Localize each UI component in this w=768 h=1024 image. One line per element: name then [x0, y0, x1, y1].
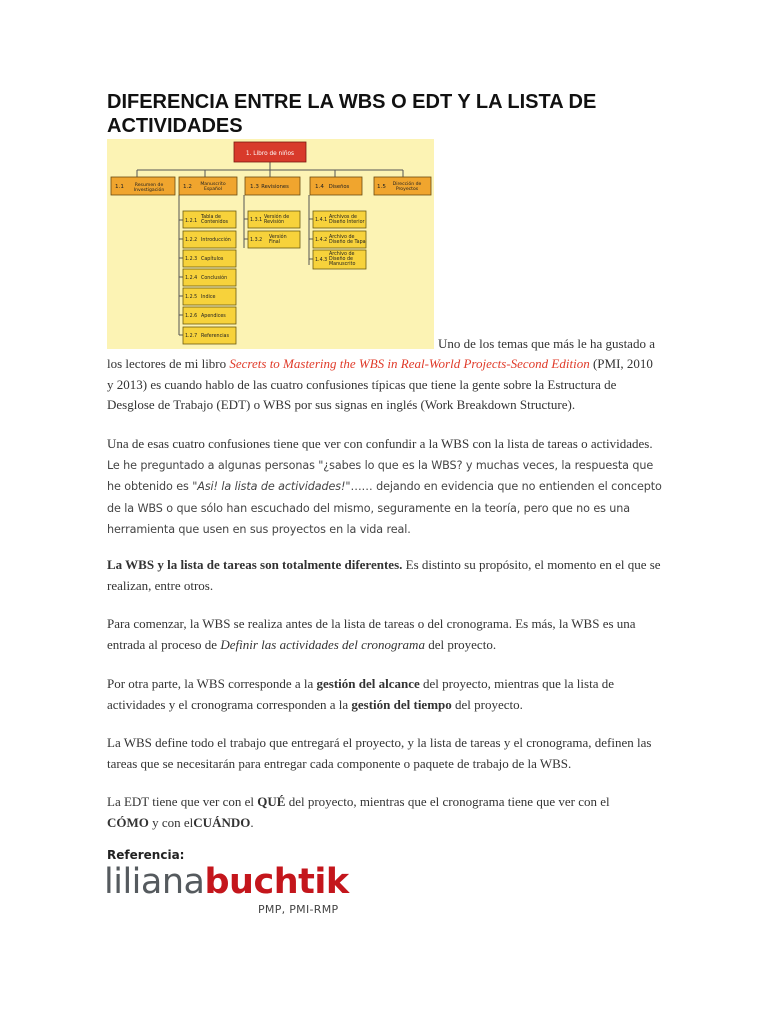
wbs-node-1-2-6-label: Apendices [201, 314, 226, 319]
paragraph-6: La WBS define todo el trabajo que entregará el proyecto, y la lista de tareas y el cronograma, definen las tareas que se necesitarán para entregar cada componente o paquete de trabajo de la WBS. [107, 735, 652, 771]
wbs-diagram-svg [107, 139, 434, 349]
wbs-node-1-2-4-label: Conclusión [201, 276, 228, 281]
reference-label: Referencia: [107, 848, 185, 862]
logo-part-1: liliana [104, 862, 205, 902]
wbs-node-1-4-3-num: 1.4.3 [315, 258, 328, 263]
wbs-node-1-2-4-num: 1.2.4 [185, 276, 198, 281]
wbs-node-1-3-2-num: 1.3.2 [250, 238, 263, 243]
paragraph-1-end: (PMI, 2010 y 2013) es cuando hablo de las cuatro confusiones típicas que tiene la gente sobre la Estructura de Desglose de Trabajo (EDT) o WBS por sus signas en inglés (Work Breakdown Structure). [107, 356, 653, 412]
paragraph-4 [107, 614, 662, 655]
paragraph-7-bold-1: QUÉ [257, 794, 286, 809]
wbs-node-1-3-label: Revisiones [261, 184, 289, 190]
paragraph-5-bold-1: gestión del alcance [316, 676, 420, 691]
logo-wordmark [104, 862, 349, 902]
paragraph-5-c: del proyecto. [451, 696, 523, 712]
wbs-node-1-1-label: Resumen de Investigación [133, 183, 165, 193]
wbs-node-1-3-1-num: 1.3.1 [250, 218, 263, 223]
wbs-node-1-2-1-num: 1.2.1 [185, 219, 198, 224]
wbs-node-1-4-1-label: Archivos de Diseño Interior [329, 215, 365, 225]
wbs-node-1-5-label: Dirección de Proyectos [392, 182, 422, 192]
paragraph-2-b: Le he preguntado a algunas personas "¿sabes lo que es la WBS? y muchas veces, la respuesta que he obtenido es [107, 458, 654, 493]
wbs-node-1-2-5-label: Indice [201, 295, 216, 300]
wbs-node-1-4-num: 1.4 [315, 184, 324, 190]
paragraph-7 [107, 792, 627, 833]
paragraph-4-b: del proyecto. [424, 636, 497, 652]
wbs-node-1-2-2-label: Introducción [201, 238, 231, 243]
wbs-node-1-2-2-num: 1.2.2 [185, 238, 198, 243]
wbs-node-1-3-2-label: Versión Final [269, 235, 287, 245]
wbs-node-1-2-7-num: 1.2.7 [185, 334, 198, 339]
paragraph-2-d: …… dejando en evidencia que no entienden el concepto de la WBS o que sólo han escuchado del mismo, seguramente en la teoría, pero que no es una herramienta que usen en sus proyectos en la vida real. [107, 480, 662, 536]
paragraph-5-a: Por otra parte, la WBS corresponde a la [107, 676, 317, 691]
paragraph-1-lead: los lectores de mi libro [107, 356, 230, 371]
logo-part-2: buchtik [204, 862, 349, 902]
paragraph-5-bold-2: gestión del tiempo [351, 696, 452, 712]
wbs-node-1-2-num: 1.2 [183, 184, 192, 190]
paragraph-2-a: Una de esas cuatro confusiones tiene que ver con confundir a la WBS con la lista de tareas o actividades. [107, 436, 653, 451]
paragraph-7-a: La EDT tiene que ver con el [107, 794, 258, 809]
wbs-node-1-2-3-num: 1.2.3 [185, 257, 198, 262]
author-logo [104, 862, 354, 924]
wbs-node-1-2-5-num: 1.2.5 [185, 295, 198, 300]
wbs-node-1-3-1-label: Versión de Revisión [264, 215, 290, 225]
paragraph-3 [107, 555, 662, 596]
wbs-node-1-2-6-num: 1.2.6 [185, 314, 198, 319]
wbs-root-label: 1. Libro de niños [245, 151, 295, 157]
paragraph-5 [107, 674, 662, 715]
wbs-node-1-4-label: Diseños [328, 184, 350, 190]
wbs-node-1-2-label: Manuscrito Español [200, 182, 226, 192]
wbs-node-1-1-num: 1.1 [115, 184, 124, 190]
paragraph-3-bold: La WBS y la lista de tareas son totalmente diferentes. [107, 557, 403, 572]
wbs-node-1-4-2-label: Archivo de Diseño de Tapa [329, 235, 366, 245]
wbs-node-1-2-1-label: Tabla de Contenidos [201, 215, 229, 225]
document-title: DIFERENCIA ENTRE LA WBS O EDT Y LA LISTA DE ACTIVIDADES [107, 91, 597, 137]
paragraph-7-b: del proyecto, mientras que el cronograma tiene que ver con el [285, 794, 610, 809]
paragraph-7-bold-2: CÓMO [107, 814, 149, 830]
paragraph-4-a: Para comenzar, la WBS se realiza antes de la lista de tareas o del cronograma. Es más, la WBS es una entrada al proceso de [107, 616, 636, 652]
wbs-node-1-5-num: 1.5 [377, 184, 386, 190]
wbs-node-1-4-2-num: 1.4.2 [315, 238, 328, 243]
paragraph-7-d: . [250, 814, 254, 830]
paragraph-1-first-line: Uno de los temas que más le ha gustado a [438, 336, 655, 351]
paragraph-3-rest: Es distinto su propósito, el momento en el que se realizan, entre otros. [107, 557, 661, 593]
wbs-diagram-image [107, 139, 434, 349]
paragraph-2 [107, 434, 662, 541]
wbs-node-1-4-3-label: Archivo de Diseño de Manuscrito [329, 252, 356, 267]
paragraph-1-body [107, 354, 662, 416]
wbs-node-1-3-num: 1.3 [250, 184, 259, 190]
paragraph-5-b: del proyecto, mientras que la lista de actividades y el cronograma corresponden a la [107, 676, 614, 712]
paragraph-2-c: "Asi! la lista de actividades!" [192, 480, 351, 493]
logo-credentials: PMP, PMI-RMP [258, 903, 339, 916]
paragraph-7-c: y con el [148, 814, 194, 830]
book-link[interactable]: Secrets to Mastering the WBS in Real-World Projects-Second Edition [229, 356, 590, 371]
wbs-node-1-4-1-num: 1.4.1 [315, 218, 328, 223]
paragraph-7-bold-3: CUÁNDO [193, 814, 251, 830]
wbs-node-1-2-7-label: Referencias [201, 334, 229, 339]
wbs-node-1-2-3-label: Capítulos [201, 257, 224, 262]
paragraph-4-italic: Definir las actividades del cronograma [220, 636, 425, 652]
